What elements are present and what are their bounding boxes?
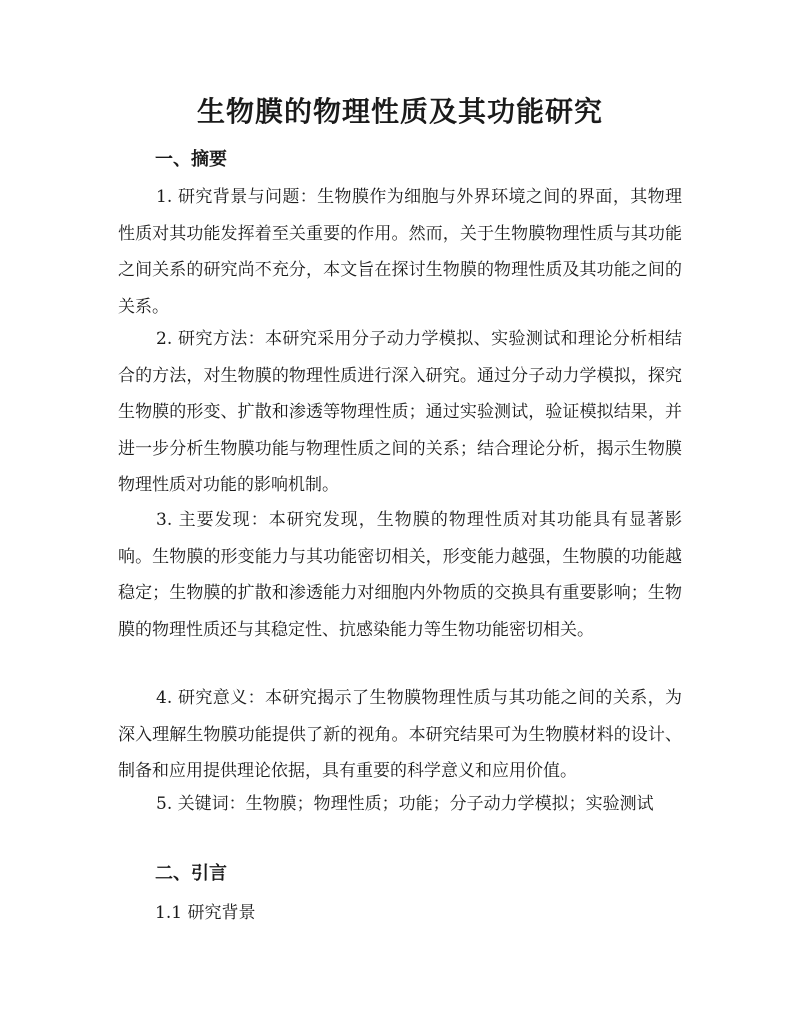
abstract-paragraph-methods: 2. 研究方法：本研究采用分子动力学模拟、实验测试和理论分析相结合的方法，对生物膜的物理性质进行深入研究。通过分子动力学模拟，探究生物膜的形变、扩散和渗透等物理性质；通过实验测试，验证模拟结果，并进一步分析生物膜功能与物理性质之间的关系；结合理论分析，揭示生物膜物理性质对功能的影响机制。 <box>118 329 682 496</box>
subsection-heading: 1.1 研究背景 <box>155 903 256 923</box>
abstract-heading: 一、摘要 <box>155 149 227 170</box>
abstract-paragraph-findings: 3. 主要发现：本研究发现，生物膜的物理性质对其功能具有显著影响。生物膜的形变能力与其功能密切相关，形变能力越强，生物膜的功能越稳定；生物膜的扩散和渗透能力对细胞内外物质的交换具有重要影响；生物膜的物理性质还与其稳定性、抗感染能力等生物功能密切相关。 <box>118 510 682 640</box>
document-title: 生物膜的物理性质及其功能研究 <box>196 95 603 128</box>
intro-heading: 二、引言 <box>155 863 227 884</box>
abstract-paragraph-significance: 4. 研究意义：本研究揭示了生物膜物理性质与其功能之间的关系，为深入理解生物膜功能提供了新的视角。本研究结果可为生物膜材料的设计、制备和应用提供理论依据，具有重要的科学意义和应用价值。 <box>118 688 682 782</box>
abstract-paragraph-background: 1. 研究背景与问题：生物膜作为细胞与外界环境之间的界面，其物理性质对其功能发挥着至关重要的作用。然而，关于生物膜物理性质与其功能之间关系的研究尚不充分，本文旨在探讨生物膜的物理性质及其功能之间的关系。 <box>118 187 682 317</box>
abstract-paragraph-keywords: 5. 关键词：生物膜；物理性质；功能；分子动力学模拟；实验测试 <box>156 794 654 814</box>
